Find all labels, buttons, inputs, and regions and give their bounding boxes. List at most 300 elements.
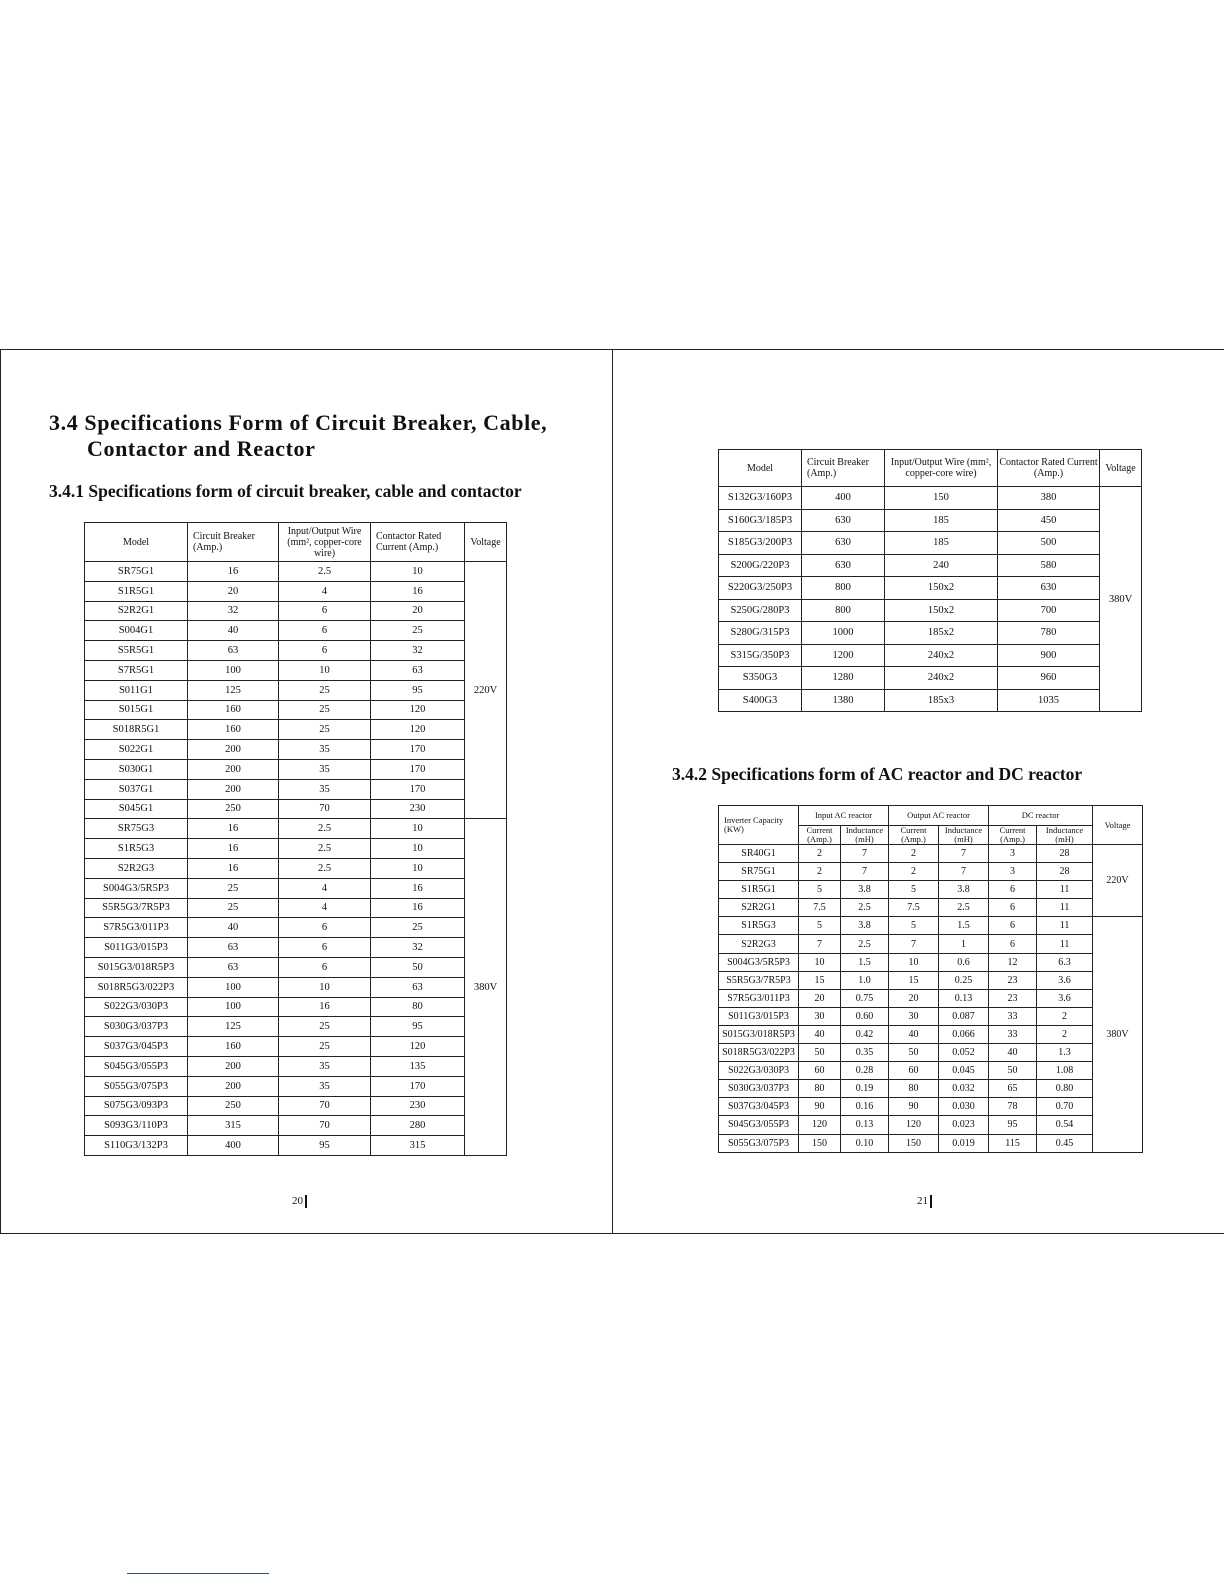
table-row [85, 562, 507, 582]
model-cell: S018R5G1 [85, 720, 188, 740]
value-cell: 200 [188, 1056, 279, 1076]
table-row [719, 1080, 1143, 1098]
table-row [85, 1017, 507, 1037]
value-cell: 32 [371, 938, 465, 958]
table-row [85, 641, 507, 661]
value-cell: 15 [889, 971, 939, 989]
table-row [719, 487, 1142, 510]
value-cell: 23 [989, 989, 1037, 1007]
value-cell: 2.5 [279, 819, 371, 839]
value-cell: 25 [279, 1017, 371, 1037]
table-row [719, 509, 1142, 532]
value-cell: 25 [371, 621, 465, 641]
value-cell: 7 [939, 845, 989, 863]
value-cell: 7 [841, 863, 889, 881]
value-cell: 6 [279, 601, 371, 621]
model-cell: S2R2G3 [719, 935, 799, 953]
value-cell: 6 [279, 957, 371, 977]
col-model: Model [719, 450, 802, 487]
value-cell: 90 [889, 1098, 939, 1116]
model-cell: S1R5G3 [719, 917, 799, 935]
value-cell: 125 [188, 680, 279, 700]
value-cell: 40 [188, 621, 279, 641]
table-row [719, 1134, 1143, 1152]
table-row [85, 977, 507, 997]
value-cell: 50 [799, 1044, 841, 1062]
value-cell: 280 [371, 1116, 465, 1136]
value-cell: 28 [1037, 863, 1093, 881]
page-divider [612, 349, 613, 1234]
value-cell: 63 [371, 660, 465, 680]
value-cell: 35 [279, 759, 371, 779]
value-cell: 16 [188, 858, 279, 878]
value-cell: 150 [799, 1134, 841, 1152]
table-row [719, 689, 1142, 712]
table-row [85, 1056, 507, 1076]
value-cell: 1.3 [1037, 1044, 1093, 1062]
value-cell: 500 [998, 532, 1100, 555]
model-cell: S1R5G1 [85, 581, 188, 601]
col-input-ac: Input AC reactor [799, 806, 889, 826]
value-cell: 200 [188, 740, 279, 760]
model-cell: S315G/350P3 [719, 644, 802, 667]
model-cell: S022G3/030P3 [85, 997, 188, 1017]
value-cell: 16 [188, 819, 279, 839]
model-cell: S160G3/185P3 [719, 509, 802, 532]
value-cell: 6 [989, 881, 1037, 899]
value-cell: 230 [371, 799, 465, 819]
value-cell: 185x3 [885, 689, 998, 712]
value-cell: 1.5 [841, 953, 889, 971]
value-cell: 6 [279, 641, 371, 661]
value-cell: 15 [799, 971, 841, 989]
table-row [719, 644, 1142, 667]
table-row [719, 554, 1142, 577]
table-row [719, 577, 1142, 600]
table-row [85, 1116, 507, 1136]
value-cell: 25 [279, 680, 371, 700]
model-cell: S250G/280P3 [719, 599, 802, 622]
value-cell: 0.032 [939, 1080, 989, 1098]
value-cell: 7 [939, 863, 989, 881]
value-cell: 25 [279, 1037, 371, 1057]
value-cell: 95 [989, 1116, 1037, 1134]
value-cell: 2 [889, 845, 939, 863]
table-header-row [85, 523, 507, 562]
value-cell: 150x2 [885, 599, 998, 622]
value-cell: 10 [371, 839, 465, 859]
value-cell: 900 [998, 644, 1100, 667]
model-cell: S2R2G1 [719, 899, 799, 917]
value-cell: 2 [1037, 1007, 1093, 1025]
value-cell: 315 [371, 1136, 465, 1156]
value-cell: 25 [188, 898, 279, 918]
model-cell: S011G1 [85, 680, 188, 700]
value-cell: 80 [889, 1080, 939, 1098]
value-cell: 5 [889, 917, 939, 935]
value-cell: 2.5 [279, 839, 371, 859]
col-voltage: Voltage [1100, 450, 1142, 487]
model-cell: SR75G1 [85, 562, 188, 582]
table-body [85, 562, 507, 1156]
model-cell: S004G3/5R5P3 [719, 953, 799, 971]
value-cell: 170 [371, 759, 465, 779]
value-cell: 16 [371, 878, 465, 898]
value-cell: 120 [371, 720, 465, 740]
value-cell: 70 [279, 1116, 371, 1136]
model-cell: S350G3 [719, 667, 802, 690]
value-cell: 16 [188, 562, 279, 582]
value-cell: 5 [799, 881, 841, 899]
value-cell: 2.5 [279, 858, 371, 878]
value-cell: 32 [188, 601, 279, 621]
value-cell: 6 [989, 935, 1037, 953]
model-cell: S011G3/015P3 [719, 1007, 799, 1025]
value-cell: 40 [188, 918, 279, 938]
value-cell: 20 [799, 989, 841, 1007]
value-cell: 120 [371, 700, 465, 720]
value-cell: 170 [371, 779, 465, 799]
value-cell: 170 [371, 1076, 465, 1096]
col-wire: Input/Output Wire (mm², copper-core wire) [885, 450, 998, 487]
value-cell: 63 [188, 641, 279, 661]
table-row [85, 799, 507, 819]
value-cell: 580 [998, 554, 1100, 577]
value-cell: 630 [802, 532, 885, 555]
model-cell: S045G1 [85, 799, 188, 819]
table-row [719, 953, 1143, 971]
value-cell: 30 [799, 1007, 841, 1025]
col-dc: DC reactor [989, 806, 1093, 826]
table-row [85, 1096, 507, 1116]
col-contactor: Contactor Rated Current (Amp.) [371, 523, 465, 562]
table-row [85, 581, 507, 601]
table-row [719, 863, 1143, 881]
voltage-cell: 380V [1100, 487, 1142, 712]
col-capacity: Inverter Capacity (KW) [719, 806, 799, 845]
model-cell: S015G3/018R5P3 [719, 1025, 799, 1043]
col-contactor: Contactor Rated Current (Amp.) [998, 450, 1100, 487]
table-row [85, 1076, 507, 1096]
value-cell: 4 [279, 878, 371, 898]
value-cell: 630 [998, 577, 1100, 600]
value-cell: 80 [799, 1080, 841, 1098]
value-cell: 0.087 [939, 1007, 989, 1025]
value-cell: 0.42 [841, 1025, 889, 1043]
value-cell: 10 [799, 953, 841, 971]
value-cell: 800 [802, 577, 885, 600]
table-row [85, 740, 507, 760]
col-breaker: Circuit Breaker (Amp.) [188, 523, 279, 562]
value-cell: 5 [799, 917, 841, 935]
value-cell: 200 [188, 759, 279, 779]
value-cell: 185x2 [885, 622, 998, 645]
ac-dc-reactor-table [718, 805, 1143, 1153]
table-row [85, 720, 507, 740]
table-row [719, 1098, 1143, 1116]
value-cell: 1380 [802, 689, 885, 712]
table-row [85, 601, 507, 621]
model-cell: SR40G1 [719, 845, 799, 863]
value-cell: 115 [989, 1134, 1037, 1152]
value-cell: 63 [188, 957, 279, 977]
model-cell: S004G3/5R5P3 [85, 878, 188, 898]
value-cell: 4 [279, 581, 371, 601]
value-cell: 0.10 [841, 1134, 889, 1152]
value-cell: 16 [371, 898, 465, 918]
value-cell: 100 [188, 660, 279, 680]
model-cell: S055G3/075P3 [719, 1134, 799, 1152]
value-cell: 4 [279, 898, 371, 918]
value-cell: 1.0 [841, 971, 889, 989]
table-header-row [719, 806, 1143, 826]
voltage-cell: 380V [465, 819, 507, 1156]
model-cell: S030G3/037P3 [85, 1017, 188, 1037]
section-title [49, 410, 547, 462]
value-cell: 380 [998, 487, 1100, 510]
value-cell: 6.3 [1037, 953, 1093, 971]
value-cell: 60 [889, 1062, 939, 1080]
value-cell: 12 [989, 953, 1037, 971]
value-cell: 0.13 [841, 1116, 889, 1134]
value-cell: 0.70 [1037, 1098, 1093, 1116]
value-cell: 200 [188, 1076, 279, 1096]
value-cell: 125 [188, 1017, 279, 1037]
table-row [719, 667, 1142, 690]
value-cell: 35 [279, 1056, 371, 1076]
model-cell: S045G3/055P3 [719, 1116, 799, 1134]
table-row [85, 779, 507, 799]
model-cell: S037G3/045P3 [85, 1037, 188, 1057]
value-cell: 40 [989, 1044, 1037, 1062]
value-cell: 780 [998, 622, 1100, 645]
value-cell: 135 [371, 1056, 465, 1076]
table-row [719, 989, 1143, 1007]
model-cell: S011G3/015P3 [85, 938, 188, 958]
value-cell: 150x2 [885, 577, 998, 600]
value-cell: 16 [188, 839, 279, 859]
voltage-cell: 220V [1093, 845, 1143, 917]
table-row [85, 1037, 507, 1057]
value-cell: 32 [371, 641, 465, 661]
table-row [85, 839, 507, 859]
value-cell: 2.5 [279, 562, 371, 582]
table-row [719, 1044, 1143, 1062]
value-cell: 11 [1037, 881, 1093, 899]
value-cell: 35 [279, 1076, 371, 1096]
value-cell: 65 [989, 1080, 1037, 1098]
model-cell: S018R5G3/022P3 [85, 977, 188, 997]
table-body [719, 487, 1142, 712]
value-cell: 1 [939, 935, 989, 953]
voltage-cell: 220V [465, 562, 507, 819]
value-cell: 1280 [802, 667, 885, 690]
table-row [85, 700, 507, 720]
model-cell: SR75G3 [85, 819, 188, 839]
table-row [85, 759, 507, 779]
table-body [719, 845, 1143, 1153]
model-cell: S045G3/055P3 [85, 1056, 188, 1076]
col-voltage: Voltage [465, 523, 507, 562]
sub-inductance: Inductance (mH) [939, 826, 989, 845]
value-cell: 25 [188, 878, 279, 898]
value-cell: 95 [371, 680, 465, 700]
value-cell: 0.35 [841, 1044, 889, 1062]
table-row [85, 898, 507, 918]
value-cell: 0.052 [939, 1044, 989, 1062]
value-cell: 100 [188, 997, 279, 1017]
value-cell: 120 [889, 1116, 939, 1134]
value-cell: 10 [889, 953, 939, 971]
value-cell: 120 [371, 1037, 465, 1057]
table-row [85, 858, 507, 878]
value-cell: 70 [279, 799, 371, 819]
model-cell: S5R5G3/7R5P3 [85, 898, 188, 918]
value-cell: 2.5 [841, 899, 889, 917]
model-cell: S7R5G3/011P3 [719, 989, 799, 1007]
breaker-cable-contactor-table-large [718, 449, 1142, 712]
model-cell: S110G3/132P3 [85, 1136, 188, 1156]
model-cell: S185G3/200P3 [719, 532, 802, 555]
model-cell: S037G3/045P3 [719, 1098, 799, 1116]
value-cell: 25 [279, 720, 371, 740]
value-cell: 3.6 [1037, 989, 1093, 1007]
value-cell: 25 [279, 700, 371, 720]
page-number-left: 20 [291, 1195, 307, 1208]
value-cell: 0.045 [939, 1062, 989, 1080]
model-cell: S5R5G3/7R5P3 [719, 971, 799, 989]
model-cell: S037G1 [85, 779, 188, 799]
value-cell: 400 [188, 1136, 279, 1156]
value-cell: 70 [279, 1096, 371, 1116]
value-cell: 78 [989, 1098, 1037, 1116]
value-cell: 0.45 [1037, 1134, 1093, 1152]
value-cell: 30 [889, 1007, 939, 1025]
value-cell: 95 [371, 1017, 465, 1037]
value-cell: 16 [371, 581, 465, 601]
subsection-title-342: 3.4.2 Specifications form of AC reactor and DC reactor [672, 764, 1083, 784]
section-title-line2: Contactor and Reactor [87, 436, 316, 461]
value-cell: 5 [889, 881, 939, 899]
col-wire: Input/Output Wire (mm², copper-core wire) [279, 523, 371, 562]
sub-inductance: Inductance (mH) [841, 826, 889, 845]
value-cell: 0.13 [939, 989, 989, 1007]
value-cell: 3.8 [841, 917, 889, 935]
value-cell: 120 [799, 1116, 841, 1134]
value-cell: 3 [989, 845, 1037, 863]
col-model: Model [85, 523, 188, 562]
left-page-edge [0, 349, 1, 1234]
value-cell: 200 [188, 779, 279, 799]
value-cell: 11 [1037, 899, 1093, 917]
value-cell: 0.75 [841, 989, 889, 1007]
sub-current: Current (Amp.) [889, 826, 939, 845]
table-row [85, 997, 507, 1017]
table-row [85, 819, 507, 839]
value-cell: 630 [802, 554, 885, 577]
value-cell: 60 [799, 1062, 841, 1080]
value-cell: 240x2 [885, 667, 998, 690]
value-cell: 10 [371, 819, 465, 839]
value-cell: 6 [989, 899, 1037, 917]
model-cell: S400G3 [719, 689, 802, 712]
page-number-right: 21 [916, 1195, 932, 1208]
sub-current: Current (Amp.) [799, 826, 841, 845]
table-row [85, 878, 507, 898]
col-output-ac: Output AC reactor [889, 806, 989, 826]
value-cell: 3.6 [1037, 971, 1093, 989]
value-cell: 185 [885, 509, 998, 532]
value-cell: 35 [279, 779, 371, 799]
value-cell: 0.25 [939, 971, 989, 989]
subsection-title-341: 3.4.1 Specifications form of circuit breaker, cable and contactor [49, 481, 522, 501]
value-cell: 7 [841, 845, 889, 863]
value-cell: 450 [998, 509, 1100, 532]
value-cell: 150 [889, 1134, 939, 1152]
model-cell: S2R2G1 [85, 601, 188, 621]
table-row [719, 935, 1143, 953]
table-row [719, 917, 1143, 935]
value-cell: 50 [889, 1044, 939, 1062]
value-cell: 1.08 [1037, 1062, 1093, 1080]
table-row [85, 918, 507, 938]
table-row [719, 1025, 1143, 1043]
value-cell: 0.030 [939, 1098, 989, 1116]
value-cell: 0.023 [939, 1116, 989, 1134]
model-cell: S200G/220P3 [719, 554, 802, 577]
value-cell: 1.5 [939, 917, 989, 935]
value-cell: 28 [1037, 845, 1093, 863]
value-cell: 630 [802, 509, 885, 532]
value-cell: 0.6 [939, 953, 989, 971]
model-cell: S7R5G1 [85, 660, 188, 680]
sub-inductance: Inductance (mH) [1037, 826, 1093, 845]
model-cell: S022G1 [85, 740, 188, 760]
value-cell: 20 [188, 581, 279, 601]
value-cell: 160 [188, 1037, 279, 1057]
value-cell: 33 [989, 1007, 1037, 1025]
value-cell: 6 [279, 938, 371, 958]
value-cell: 3.8 [841, 881, 889, 899]
value-cell: 35 [279, 740, 371, 760]
footer-line [127, 1573, 269, 1574]
table-row [85, 1136, 507, 1156]
sub-current: Current (Amp.) [989, 826, 1037, 845]
value-cell: 1200 [802, 644, 885, 667]
value-cell: 11 [1037, 917, 1093, 935]
value-cell: 1000 [802, 622, 885, 645]
value-cell: 7.5 [889, 899, 939, 917]
value-cell: 40 [799, 1025, 841, 1043]
model-cell: S030G3/037P3 [719, 1080, 799, 1098]
col-breaker: Circuit Breaker (Amp.) [802, 450, 885, 487]
value-cell: 400 [802, 487, 885, 510]
table-header-row [719, 450, 1142, 487]
value-cell: 2 [799, 863, 841, 881]
voltage-cell: 380V [1093, 917, 1143, 1152]
value-cell: 0.80 [1037, 1080, 1093, 1098]
value-cell: 63 [371, 977, 465, 997]
table-row [719, 599, 1142, 622]
model-cell: S055G3/075P3 [85, 1076, 188, 1096]
value-cell: 0.19 [841, 1080, 889, 1098]
value-cell: 0.60 [841, 1007, 889, 1025]
value-cell: 10 [279, 977, 371, 997]
value-cell: 2.5 [939, 899, 989, 917]
model-cell: S004G1 [85, 621, 188, 641]
value-cell: 800 [802, 599, 885, 622]
value-cell: 7 [799, 935, 841, 953]
